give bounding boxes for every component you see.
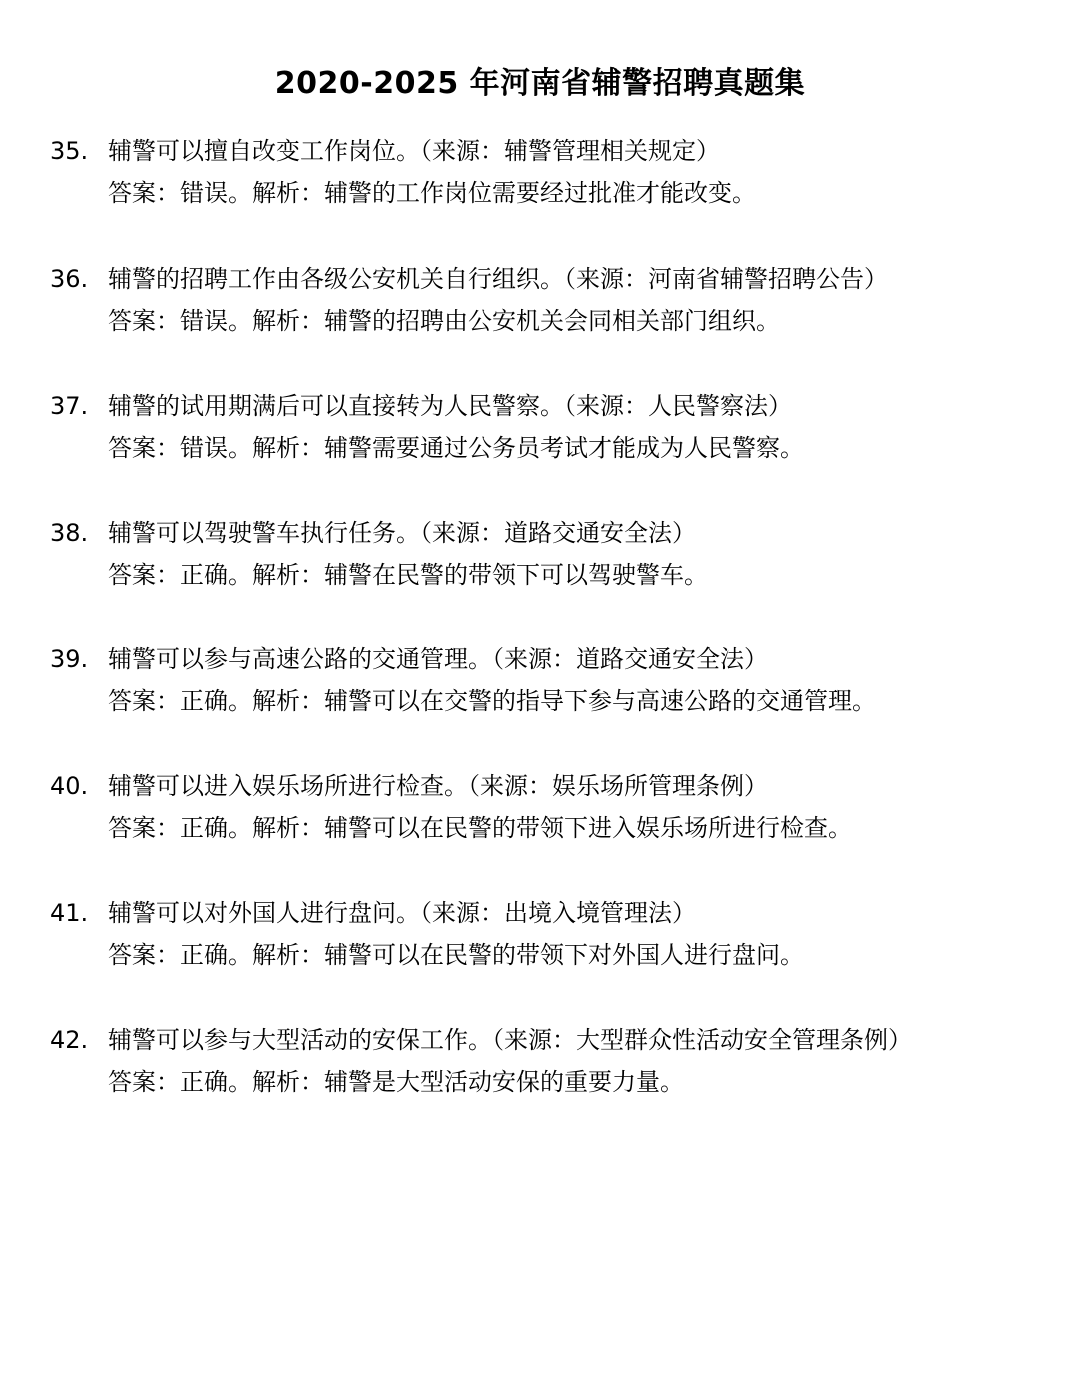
question-text: 辅警可以驾驶警车执行任务。（来源：道路交通安全法） — [108, 519, 696, 547]
question-line — [50, 1019, 1040, 1061]
question-number: 40. — [50, 772, 89, 800]
answer-text: 答案：错误。解析：辅警的工作岗位需要经过批准才能改变。 — [108, 179, 756, 207]
question-line — [50, 638, 1040, 680]
question-number: 36. — [50, 265, 89, 293]
question-line — [50, 130, 1040, 172]
question-item — [50, 258, 1040, 342]
answer-text: 答案：错误。解析：辅警的招聘由公安机关会同相关部门组织。 — [108, 307, 780, 335]
question-number: 37. — [50, 392, 89, 420]
question-line — [50, 765, 1040, 807]
answer-text: 答案：正确。解析：辅警可以在交警的指导下参与高速公路的交通管理。 — [108, 687, 876, 715]
answer-text: 答案：正确。解析：辅警在民警的带领下可以驾驶警车。 — [108, 561, 708, 589]
question-line — [50, 258, 1040, 300]
answer-text: 答案：正确。解析：辅警是大型活动安保的重要力量。 — [108, 1068, 684, 1096]
question-number: 39. — [50, 645, 89, 673]
question-item — [50, 385, 1040, 469]
answer-text: 答案：正确。解析：辅警可以在民警的带领下进入娱乐场所进行检查。 — [108, 814, 852, 842]
question-line — [50, 892, 1040, 934]
question-line — [50, 385, 1040, 427]
question-text: 辅警可以擅自改变工作岗位。（来源：辅警管理相关规定） — [108, 137, 720, 165]
question-text: 辅警的招聘工作由各级公安机关自行组织。（来源：河南省辅警招聘公告） — [108, 265, 888, 293]
question-text: 辅警可以对外国人进行盘问。（来源：出境入境管理法） — [108, 899, 696, 927]
question-number: 42. — [50, 1026, 89, 1054]
question-number: 38. — [50, 519, 89, 547]
question-number: 41. — [50, 899, 89, 927]
question-text: 辅警可以参与大型活动的安保工作。（来源：大型群众性活动安全管理条例） — [108, 1026, 912, 1054]
question-line — [50, 512, 1040, 554]
question-text: 辅警可以参与高速公路的交通管理。（来源：道路交通安全法） — [108, 645, 768, 673]
page-title: 2020-2025 年河南省辅警招聘真题集 — [274, 66, 806, 101]
question-item — [50, 1019, 1040, 1103]
question-item — [50, 638, 1040, 722]
question-item — [50, 130, 1040, 214]
answer-text: 答案：正确。解析：辅警可以在民警的带领下对外国人进行盘问。 — [108, 941, 804, 969]
answer-text: 答案：错误。解析：辅警需要通过公务员考试才能成为人民警察。 — [108, 434, 804, 462]
question-item — [50, 512, 1040, 596]
question-text: 辅警的试用期满后可以直接转为人民警察。（来源：人民警察法） — [108, 392, 792, 420]
question-item — [50, 765, 1040, 849]
question-number: 35. — [50, 137, 89, 165]
question-item — [50, 892, 1040, 976]
question-text: 辅警可以进入娱乐场所进行检查。（来源：娱乐场所管理条例） — [108, 772, 768, 800]
